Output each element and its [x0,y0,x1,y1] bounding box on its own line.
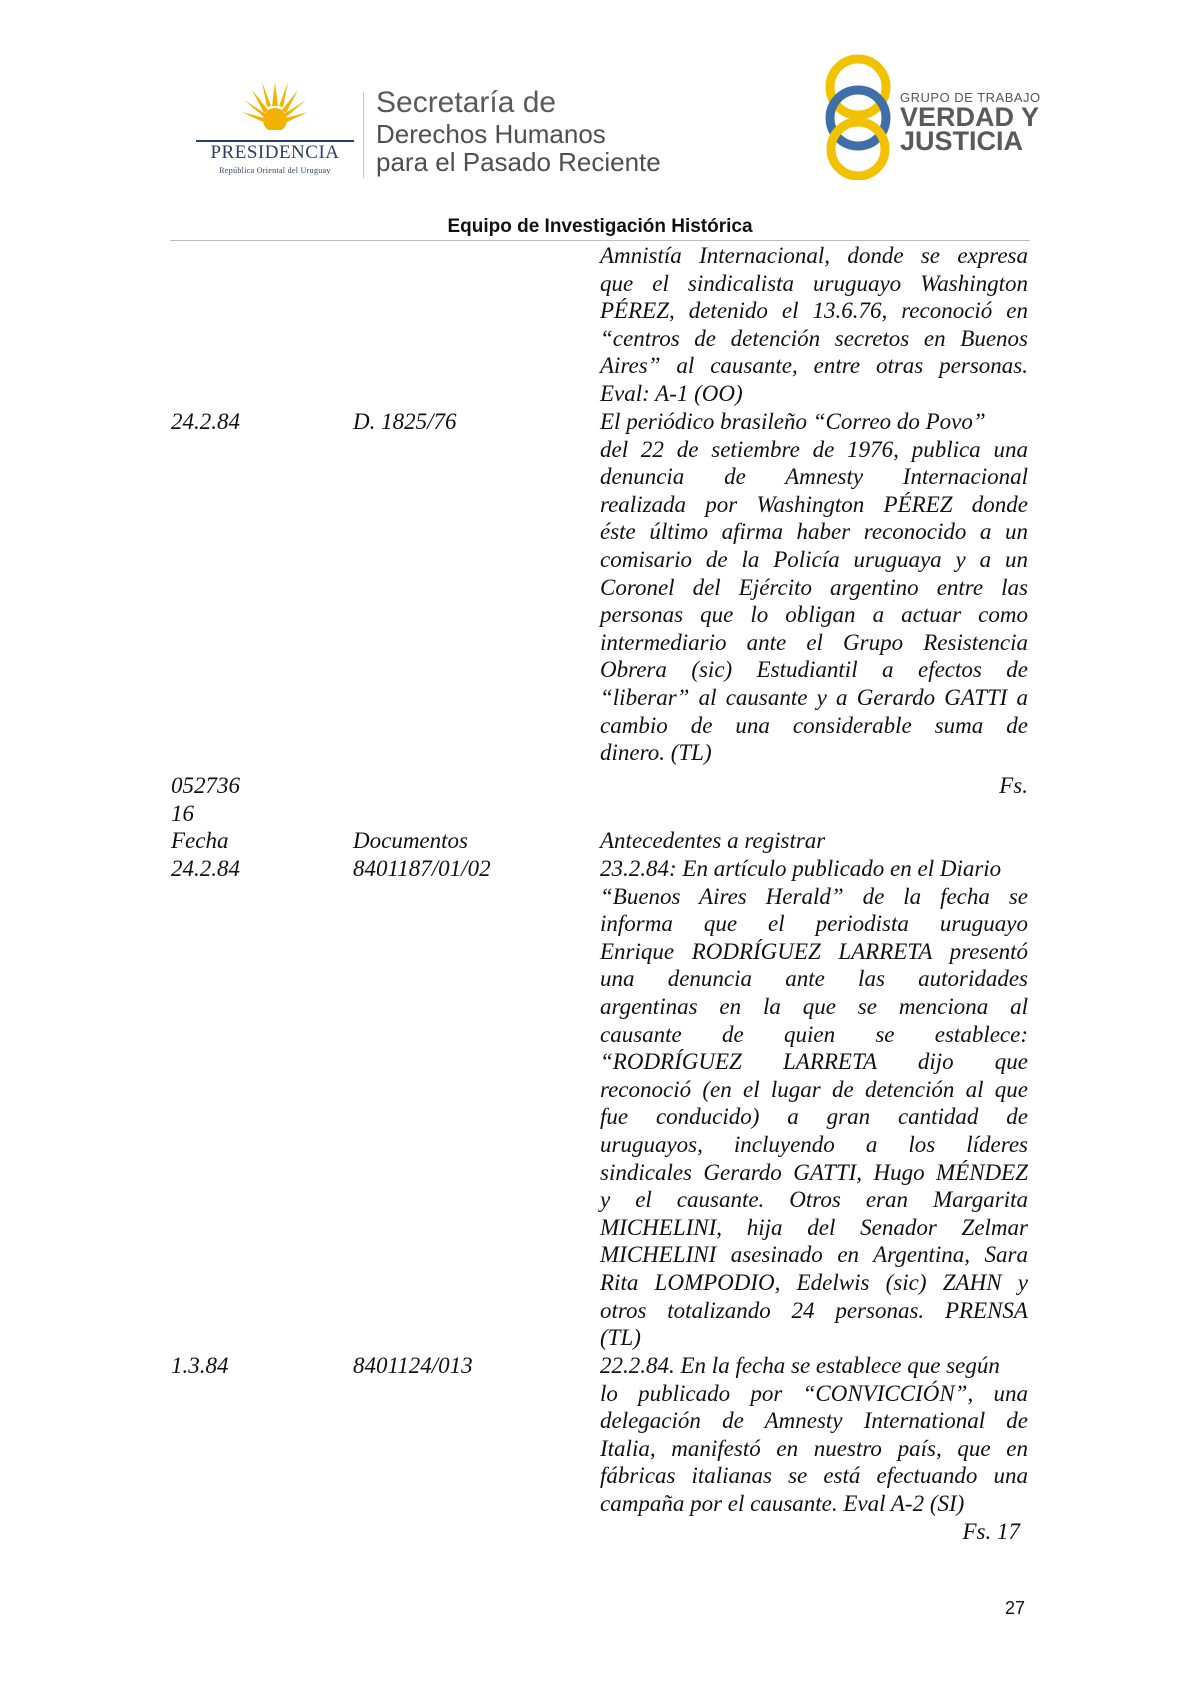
text-line: otros totalizando 24 personas. PRENSA [600,1297,1028,1323]
text-line: dinero. (TL) [600,740,712,766]
text-line: lo publicado por “CONVICCIÓN”, una [600,1380,1028,1406]
secretaria-line-2: Derechos Humanos [376,119,606,149]
text-line: fábricas italianas se está efectuando una [600,1463,1028,1489]
grupo-line-1: GRUPO DE TRABAJO [900,90,1041,105]
text-line: personas que lo obligan a actuar como [600,602,1028,628]
section-title: Equipo de Investigación Histórica [447,216,753,237]
text-line: “centros de detención secretos en Buenos [600,325,1028,351]
text-line: “RODRÍGUEZ LARRETA dijo que [600,1049,1028,1075]
text-line: Coronel del Ejército argentino entre las [600,574,1028,600]
entry-description [600,855,1028,1352]
entry-date: 24.2.84 [171,856,240,881]
column-header-date: Fecha [171,828,229,853]
entry-document: 8401187/01/02 [353,856,491,881]
text-line: Enrique RODRÍGUEZ LARRETA presentó [600,938,1028,964]
entry-date: 24.2.84 [171,409,240,434]
text-line: realizada por Washington PÉREZ donde [600,491,1028,517]
text-line: causante de quien se establece: [600,1021,1028,1047]
reference-number-line-1: 052736 [171,773,240,798]
text-line: Amnistía Internacional, donde se expresa [600,243,1028,268]
text-line: Obrera (sic) Estudiantil a efectos de [600,657,1028,683]
text-line: Aires” al causante, entre otras personas. [600,353,1028,379]
text-line: informa que el periodista uruguayo [600,911,1028,937]
text-line: Rita LOMPODIO, Edelwis (sic) ZAHN y [600,1269,1028,1295]
text-line: (TL) [600,1325,641,1351]
grupo-line-2: VERDAD Y [900,102,1040,132]
text-line: Italia, manifestó en nuestro país, que en [600,1435,1028,1461]
text-line: fue conducido) a gran cantidad de [600,1104,1028,1130]
text-line: PÉREZ, detenido el 13.6.76, reconoció en [600,298,1028,324]
text-line: “Buenos Aires Herald” de la fecha se [600,883,1028,909]
continuation-paragraph [600,242,1028,408]
text-line: intermediario ante el Grupo Resistencia [600,629,1028,655]
text-line: que el sindicalista uruguayo Washington [600,270,1028,296]
text-line: argentinas en la que se menciona al [600,993,1028,1019]
text-line: El periódico brasileño “Correo do Povo” [600,409,986,434]
entry-description [600,1352,1028,1518]
folio-label: Fs. 17 [962,1519,1020,1544]
text-line: MICHELINI, hija del Senador Zelmar [600,1214,1028,1240]
entry-document: 8401124/013 [353,1353,473,1378]
entry-description [600,408,1028,767]
text-line: sindicales Gerardo GATTI, Hugo MÉNDEZ [600,1159,1028,1185]
text-line: cambio de una considerable suma de [600,712,1028,738]
entry-document: D. 1825/76 [353,409,457,434]
text-line: una denuncia ante las autoridades [600,966,1028,992]
column-header-documents: Documentos [353,828,468,853]
entry-date: 1.3.84 [171,1353,229,1378]
text-line: éste último afirma haber reconocido a un [600,519,1028,545]
reference-number-line-2: 16 [171,801,194,826]
text-line: MICHELINI asesinado en Argentina, Sara [600,1242,1028,1268]
secretaria-line-1: Secretaría de [376,86,557,119]
text-line: “liberar” al causante y a Gerardo GATTI a [600,684,1028,710]
text-line: 22.2.84. En la fecha se establece que según [600,1353,1000,1378]
column-header-antecedentes: Antecedentes a registrar [600,828,826,853]
text-line: y el causante. Otros eran Margarita [600,1187,1028,1213]
presidencia-wordmark: PRESIDENCIA [210,142,340,163]
secretaria-line-3: para el Pasado Reciente [376,147,661,177]
page-number: 27 [1005,1598,1026,1618]
text-line: delegación de Amnesty International de [600,1408,1028,1434]
text-line: del 22 de setiembre de 1976, publica una [600,436,1028,462]
presidencia-subtitle: República Oriental del Uruguay [219,166,331,175]
folio-label: Fs. [999,773,1028,798]
text-line: campaña por el causante. Eval A-2 (SI) [600,1490,965,1516]
grupo-line-3: JUSTICIA [900,126,1024,156]
text-line: comisario de la Policía uruguaya y a un [600,546,1028,572]
text-line: uruguayos, incluyendo a los líderes [600,1131,1028,1157]
text-line: 23.2.84: En artículo publicado en el Diario [600,856,1002,881]
text-line: Eval: A-1 (OO) [600,380,743,406]
text-line: reconoció (en el lugar de detención al que [600,1076,1028,1102]
text-line: denuncia de Amnesty Internacional [600,464,1028,490]
